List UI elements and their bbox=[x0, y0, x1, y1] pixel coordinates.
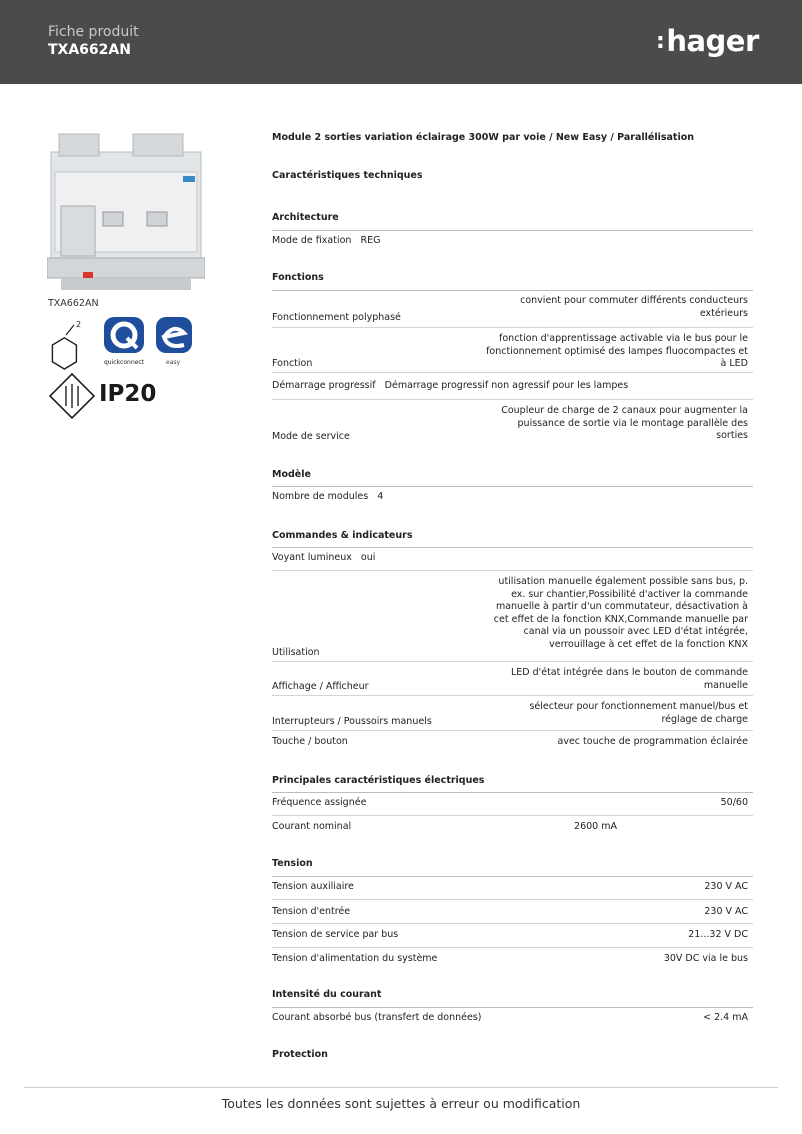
spec-row bbox=[272, 327, 753, 373]
spec-label: Tension auxiliaire bbox=[272, 881, 354, 892]
spec-label: Nombre de modules bbox=[272, 491, 369, 502]
spec-row bbox=[272, 230, 753, 252]
spec-label: Voyant lumineux bbox=[272, 552, 352, 563]
section-title-protection: Protection bbox=[272, 1049, 328, 1060]
spec-label: Mode de fixation bbox=[272, 235, 352, 246]
spec-value: oui bbox=[360, 552, 376, 563]
spec-label: Affichage / Afficheur bbox=[272, 681, 369, 692]
spec-label: Tension de service par bus bbox=[272, 929, 399, 940]
spec-row bbox=[272, 290, 753, 327]
easy-logo-icon bbox=[156, 317, 192, 353]
product-image-caption: TXA662AN bbox=[48, 298, 99, 309]
spec-row bbox=[272, 399, 753, 446]
spec-label: Tension d'entrée bbox=[272, 906, 351, 917]
spec-value: utilisation manuelle également possible sans bus, p. ex. sur chantier,Possibilité d'activer la commande manuelle à partir d'un commutateur, désactivation à cet effet de la fonction KNX,Commande manuelle par canal via un poussoir avec LED d'état intégrée, verrouillage à cet effet de la fonction KNX bbox=[493, 576, 748, 650]
section-title-electriques: Principales caractéristiques électriques bbox=[272, 775, 485, 786]
spec-label: Courant nominal bbox=[272, 821, 352, 832]
spec-label: Fonctionnement polyphasé bbox=[272, 312, 401, 323]
spec-value: 4 bbox=[377, 491, 384, 502]
spec-row bbox=[272, 695, 753, 731]
spec-value: LED d'état intégrée dans le bouton de commande manuelle bbox=[510, 667, 748, 691]
spec-value: REG bbox=[360, 235, 381, 246]
spec-value: sélecteur pour fonctionnement manuel/bus et réglage de charge bbox=[529, 701, 748, 725]
protection-class-icon bbox=[48, 372, 96, 420]
spec-label: Tension d'alimentation du système bbox=[272, 953, 438, 964]
screwless-terminal-icon bbox=[52, 320, 81, 369]
spec-value: 230 V AC bbox=[704, 906, 748, 917]
ip-rating-text: IP20 bbox=[99, 381, 157, 407]
spec-row bbox=[272, 876, 753, 899]
svg-text:2: 2 bbox=[76, 320, 82, 329]
spec-row bbox=[272, 661, 753, 696]
spec-label: Interrupteurs / Poussoirs manuels bbox=[272, 716, 432, 727]
spec-row bbox=[272, 899, 753, 924]
section-main-title: Caractéristiques techniques bbox=[272, 170, 423, 181]
spec-value: 30V DC via le bus bbox=[663, 953, 748, 964]
spec-row bbox=[272, 730, 753, 754]
spec-row bbox=[272, 1007, 753, 1030]
spec-value: 21...32 V DC bbox=[688, 929, 748, 940]
page-header bbox=[0, 0, 802, 84]
section-title-intensite: Intensité du courant bbox=[272, 989, 382, 1000]
spec-label: Démarrage progressif bbox=[272, 380, 376, 391]
spec-value: avec touche de programmation éclairée bbox=[557, 736, 748, 747]
quickconnect-logo-icon bbox=[104, 317, 144, 353]
spec-value: fonction d'apprentissage activable via le bus pour le fonctionnement optimisé des lampes fluocompactes et à LED bbox=[486, 333, 748, 369]
spec-value: 50/60 bbox=[720, 797, 748, 808]
spec-label: Fréquence assignée bbox=[272, 797, 367, 808]
spec-label: Mode de service bbox=[272, 431, 350, 442]
spec-label: Utilisation bbox=[272, 647, 320, 658]
spec-row bbox=[272, 923, 753, 948]
section-title-modele: Modèle bbox=[272, 469, 311, 480]
section-title-fonctions: Fonctions bbox=[272, 272, 324, 283]
spec-row bbox=[272, 547, 753, 570]
doc-type-label: Fiche produit bbox=[48, 24, 139, 40]
spec-label: Touche / bouton bbox=[272, 736, 348, 747]
spec-row bbox=[272, 570, 753, 662]
spec-value: 230 V AC bbox=[704, 881, 748, 892]
spec-row bbox=[272, 815, 753, 839]
spec-label: Fonction bbox=[272, 358, 313, 369]
spec-value: Démarrage progressif non agressif pour les lampes bbox=[384, 380, 629, 391]
section-title-architecture: Architecture bbox=[272, 212, 339, 223]
spec-row bbox=[272, 792, 753, 815]
hager-logo: :hager bbox=[656, 24, 759, 58]
easy-logo-text: easy bbox=[166, 359, 181, 366]
spec-value: convient pour commuter différents conducteurs extérieurs bbox=[520, 295, 748, 319]
product-image bbox=[47, 132, 205, 292]
product-headline: Module 2 sorties variation éclairage 300W par voie / New Easy / Parallélisation bbox=[272, 132, 694, 143]
product-reference: TXA662AN bbox=[48, 42, 131, 58]
footer-divider bbox=[24, 1087, 778, 1088]
spec-label: Courant absorbé bus (transfert de données) bbox=[272, 1012, 482, 1023]
footer-disclaimer: Toutes les données sont sujettes à erreur ou modification bbox=[221, 1096, 581, 1111]
spec-row bbox=[272, 947, 753, 971]
spec-value: 2600 mA bbox=[574, 821, 617, 832]
ip-rating bbox=[48, 372, 158, 420]
spec-value: < 2.4 mA bbox=[703, 1012, 748, 1023]
section-title-commandes: Commandes & indicateurs bbox=[272, 530, 413, 541]
spec-row bbox=[272, 486, 753, 508]
spec-row bbox=[272, 372, 753, 400]
quickconnect-logo-text: quickconnect bbox=[104, 359, 144, 366]
certification-icons bbox=[48, 315, 198, 370]
section-title-tension: Tension bbox=[272, 858, 313, 869]
spec-value: Coupleur de charge de 2 canaux pour augmenter la puissance de sortie via le montage parallèle des sorties bbox=[501, 405, 748, 441]
